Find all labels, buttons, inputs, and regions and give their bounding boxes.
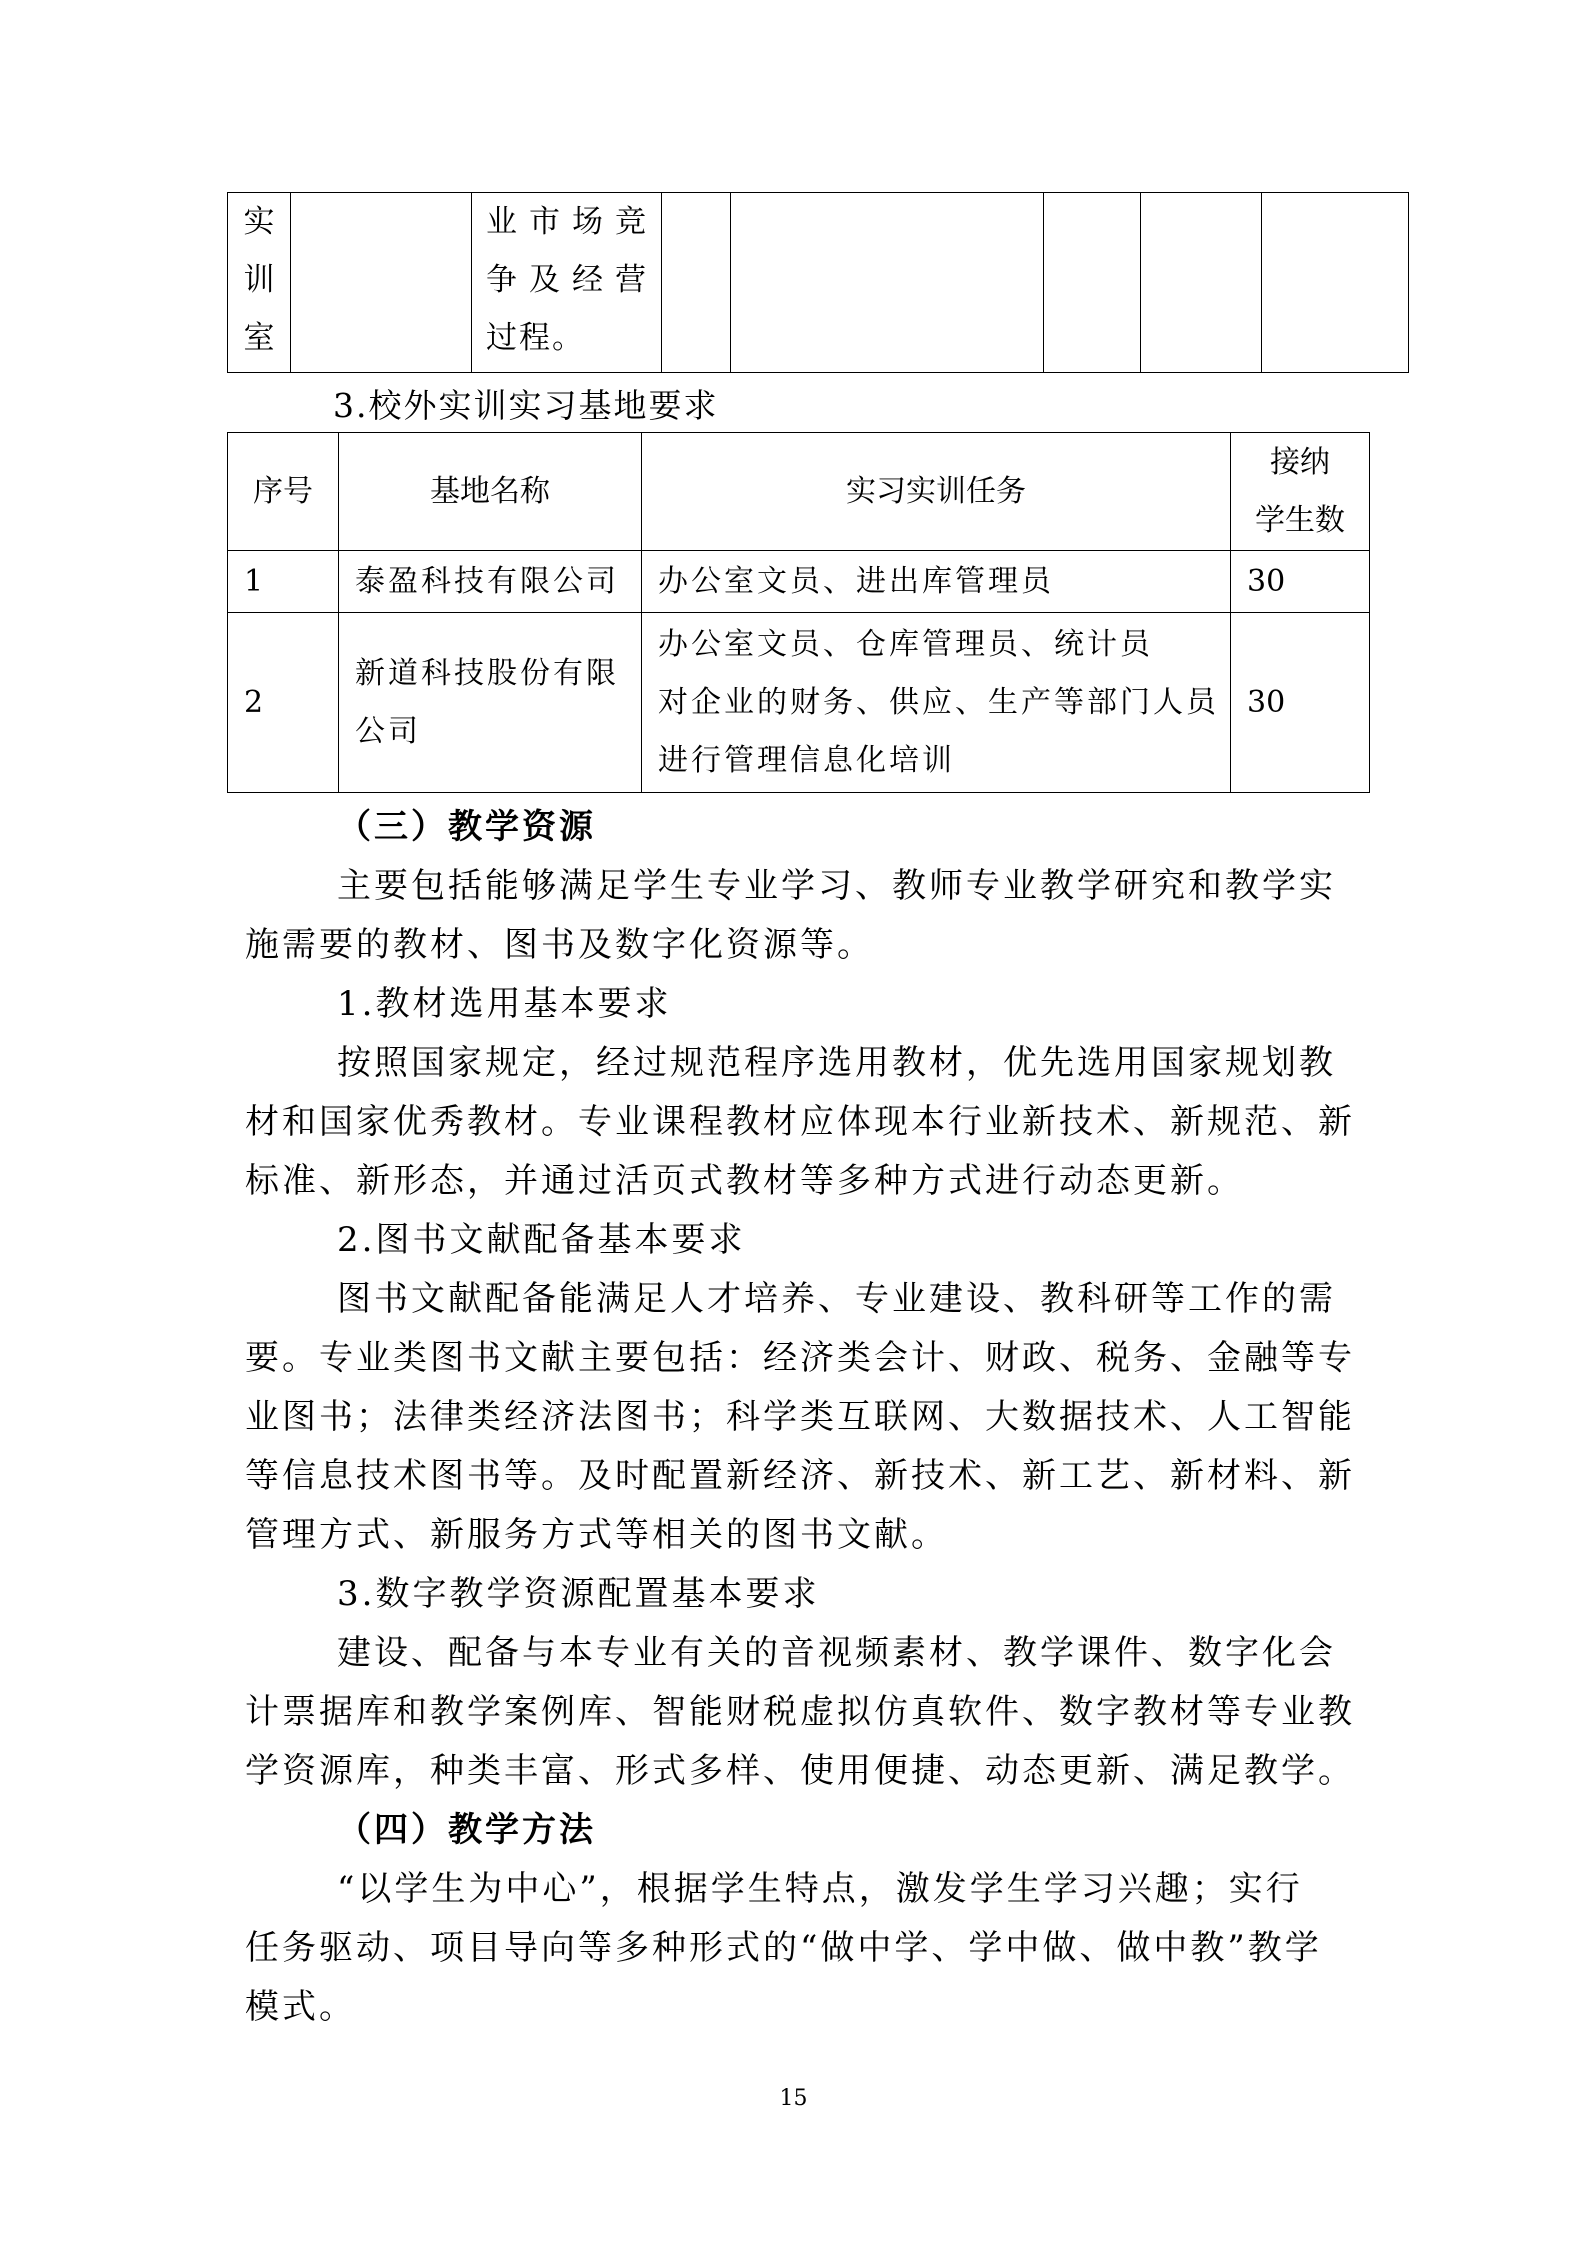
- cell-empty: [1262, 193, 1409, 373]
- row-task-line: 进行管理信息化培训: [658, 742, 955, 778]
- paragraph-textbook: [245, 1034, 1355, 1211]
- heading-books: 2.图书文献配备基本要求: [337, 1220, 746, 1260]
- paragraph-line: 任务驱动、项目导向等多种形式的“做中学、学中做、做中教”教学: [245, 1928, 1322, 1968]
- paragraph-line: 业图书；法律类经济法图书；科学类互联网、大数据技术、人工智能: [245, 1397, 1355, 1437]
- row-name: [339, 613, 642, 793]
- table-row: [228, 613, 1370, 793]
- heading-textbook: 1.教材选用基本要求: [337, 984, 672, 1024]
- paragraph-line: 等信息技术图书等。及时配置新经济、新技术、新工艺、新材料、新: [245, 1456, 1355, 1496]
- continued-table: [227, 192, 1409, 373]
- row-task-line: 办公室文员、仓库管理员、统计员: [658, 626, 1153, 662]
- cell-empty: [291, 193, 472, 373]
- heading-digital: 3.数字教学资源配置基本要求: [337, 1574, 820, 1614]
- paragraph-line: “以学生为中心”，根据学生特点，激发学生学习兴趣；实行: [337, 1869, 1303, 1909]
- row-task-line: 对企业的财务、供应、生产等部门人员: [658, 684, 1219, 720]
- desc-line: 过程。: [486, 320, 585, 356]
- paragraph-line: 管理方式、新服务方式等相关的图书文献。: [245, 1515, 948, 1555]
- header-task: 实习实训任务: [642, 433, 1231, 551]
- char: 实: [243, 204, 275, 240]
- desc-line: 业市场竞: [486, 204, 658, 240]
- header-capacity-line: 学生数: [1255, 502, 1345, 538]
- paragraph-digital: [245, 1624, 1355, 1801]
- paragraph-teaching-methods: [245, 1860, 1355, 2037]
- header-name: 基地名称: [339, 433, 642, 551]
- paragraph-books: [245, 1270, 1355, 1565]
- desc-line: 争及经营: [486, 262, 658, 298]
- cell-empty: [1141, 193, 1262, 373]
- row-name-line: 新道科技股份有限: [355, 655, 619, 691]
- section-title-external-base: 3.校外实训实习基地要求: [333, 386, 719, 425]
- external-base-table: [227, 432, 1370, 793]
- paragraph-line: 学资源库，种类丰富、形式多样、使用便捷、动态更新、满足教学。: [245, 1751, 1355, 1791]
- paragraph-line: 模式。: [245, 1987, 356, 2027]
- heading-teaching-resources: （三）教学资源: [337, 807, 596, 847]
- heading-teaching-methods: （四）教学方法: [337, 1810, 596, 1850]
- paragraph-line: 按照国家规定，经过规范程序选用教材，优先选用国家规划教: [337, 1043, 1336, 1083]
- header-no: 序号: [228, 433, 339, 551]
- paragraph-line: 图书文献配备能满足人才培养、专业建设、教科研等工作的需: [337, 1279, 1336, 1319]
- cell-empty: [662, 193, 731, 373]
- paragraph-line: 标准、新形态，并通过活页式教材等多种方式进行动态更新。: [245, 1161, 1244, 1201]
- row-capacity: 30: [1231, 551, 1370, 613]
- cell-empty: [731, 193, 1044, 373]
- paragraph-line: 要。专业类图书文献主要包括：经济类会计、财政、税务、金融等专: [245, 1338, 1355, 1378]
- paragraph-line: 主要包括能够满足学生专业学习、教师专业教学研究和教学实: [337, 866, 1336, 906]
- header-capacity: [1231, 433, 1370, 551]
- paragraph-line: 施需要的教材、图书及数字化资源等。: [245, 925, 874, 965]
- row-task: 办公室文员、进出库管理员: [642, 551, 1231, 613]
- row-task: [642, 613, 1231, 793]
- char: 训: [243, 262, 275, 298]
- char: 室: [243, 320, 275, 356]
- page-number: 15: [779, 2086, 808, 2111]
- row-no: 2: [228, 613, 339, 793]
- row-no: 1: [228, 551, 339, 613]
- row-name: 泰盈科技有限公司: [339, 551, 642, 613]
- table-header-row: [228, 433, 1370, 551]
- header-capacity-line: 接纳: [1270, 444, 1330, 480]
- paragraph-teaching-resources: [245, 857, 1355, 975]
- cell-room-label: [228, 193, 291, 373]
- row-capacity: 30: [1231, 613, 1370, 793]
- cell-empty: [1044, 193, 1141, 373]
- cell-description: [472, 193, 662, 373]
- paragraph-line: 建设、配备与本专业有关的音视频素材、教学课件、数字化会: [337, 1633, 1336, 1673]
- row-name-line: 公司: [355, 713, 421, 749]
- paragraph-line: 计票据库和教学案例库、智能财税虚拟仿真软件、数字教材等专业教: [245, 1692, 1355, 1732]
- paragraph-line: 材和国家优秀教材。专业课程教材应体现本行业新技术、新规范、新: [245, 1102, 1355, 1142]
- table-row: [228, 551, 1370, 613]
